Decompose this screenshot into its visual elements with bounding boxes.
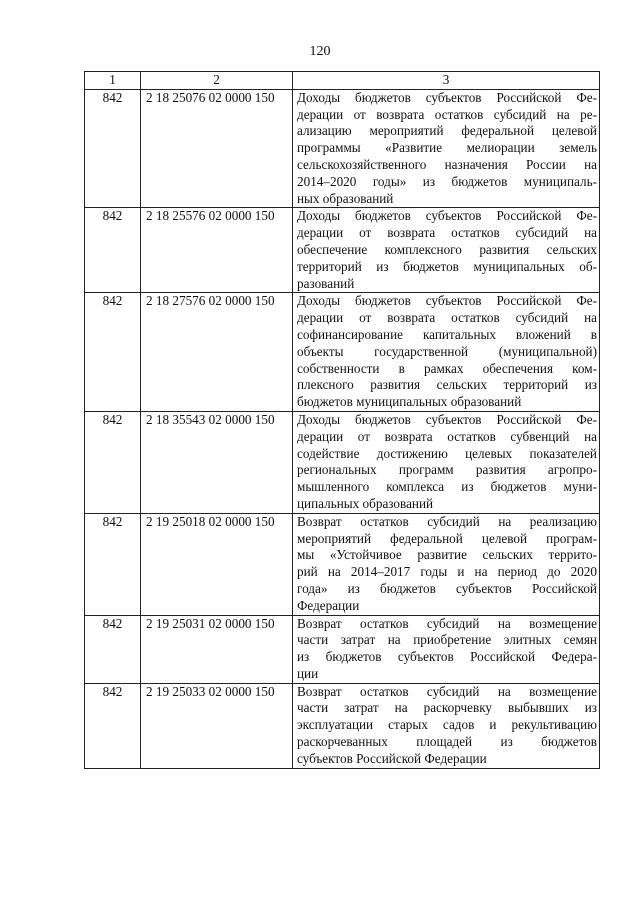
description-line: региональных программ развития агропро- — [297, 462, 597, 478]
description-line: рий на 2014–2017 годы и на период до 2020 — [297, 564, 597, 580]
admin-code-cell: 842 — [85, 89, 141, 208]
description-line: программы «Развитие мелиорации земель — [297, 140, 597, 156]
budget-classification-code-cell: 2 18 25076 02 0000 150 — [141, 89, 293, 208]
description-line: мы «Устойчивое развитие сельских террито- — [297, 547, 597, 563]
budget-classification-code-cell: 2 18 35543 02 0000 150 — [141, 411, 293, 513]
table-row — [85, 293, 600, 412]
admin-code-cell: 842 — [85, 513, 141, 615]
description-line: ципальных образований — [297, 495, 434, 511]
table-row — [85, 683, 600, 768]
description-line: Федерации — [297, 597, 360, 613]
description-line: мероприятий федеральной целевой програм- — [297, 530, 597, 546]
table-row — [85, 208, 600, 293]
admin-code-cell: 842 — [85, 615, 141, 683]
description-line: дерации от возврата остатков субсидий на — [297, 225, 597, 241]
description-line: мышленного комплекса из бюджетов муни- — [297, 479, 597, 495]
revenue-description-cell — [293, 293, 600, 412]
description-line: эксплуатации старых садов и рекультивацию — [297, 717, 597, 733]
revenue-description-cell — [293, 208, 600, 293]
table-row — [85, 513, 600, 615]
description-line: софинансирование капитальных вложений в — [297, 326, 597, 342]
column-number-1: 1 — [85, 72, 141, 90]
description-line: разований — [297, 275, 355, 291]
description-line: объекты государственной (муниципальной) — [297, 343, 597, 359]
budget-classification-code-cell: 2 19 25018 02 0000 150 — [141, 513, 293, 615]
description-line: сельскохозяйственного назначения России на — [297, 156, 597, 172]
admin-code-cell: 842 — [85, 208, 141, 293]
revenue-description-cell — [293, 411, 600, 513]
description-line: 2014–2020 годы» из бюджетов муниципаль- — [297, 173, 597, 189]
table-row — [85, 411, 600, 513]
description-line: Возврат остатков субсидий на возмещение — [297, 683, 597, 699]
column-number-2: 2 — [141, 72, 293, 90]
description-line: из бюджетов субъектов Российской Федера- — [297, 649, 597, 665]
table-row — [85, 89, 600, 208]
page-number: 120 — [309, 44, 331, 59]
description-line: части затрат на раскорчевку выбывших из — [297, 700, 597, 716]
revenue-description-cell — [293, 513, 600, 615]
description-line: субъектов Российской Федерации — [297, 750, 487, 766]
description-line: обеспечение комплексного развития сельских — [297, 241, 597, 257]
description-line: дерации от возврата остатков субсидий на ре- — [297, 106, 597, 122]
budget-classification-code-cell: 2 18 27576 02 0000 150 — [141, 293, 293, 412]
column-number-3: 3 — [293, 72, 600, 90]
admin-code-cell: 842 — [85, 411, 141, 513]
description-line: территорий из бюджетов муниципальных об- — [297, 258, 597, 274]
admin-code-cell: 842 — [85, 293, 141, 412]
description-line: Возврат остатков субсидий на реализацию — [297, 513, 597, 529]
revenue-description-cell — [293, 89, 600, 208]
description-line: ных образований — [297, 190, 394, 206]
budget-classification-code-cell: 2 19 25031 02 0000 150 — [141, 615, 293, 683]
description-line: года» из бюджетов субъектов Российской — [297, 580, 597, 596]
description-line: бюджетов муниципальных образований — [297, 394, 522, 410]
description-line: содействие достижению целевых показателей — [297, 445, 597, 461]
description-line: плексного развития сельских территорий из — [297, 377, 597, 393]
description-line: собственности в рамках обеспечения ком- — [297, 360, 597, 376]
description-line: ализацию мероприятий федеральной целевой — [297, 123, 597, 139]
table-row — [85, 615, 600, 683]
description-line: Доходы бюджетов субъектов Российской Фе- — [297, 208, 597, 224]
table-body — [85, 89, 600, 768]
description-line: Доходы бюджетов субъектов Российской Фе- — [297, 411, 597, 427]
description-line: дерации от возврата остатков субвенций на — [297, 428, 597, 444]
description-line: части затрат на приобретение элитных семян — [297, 632, 597, 648]
admin-code-cell: 842 — [85, 683, 141, 768]
revenue-description-cell — [293, 615, 600, 683]
description-line: раскорчеванных площадей из бюджетов — [297, 734, 597, 750]
description-line: Возврат остатков субсидий на возмещение — [297, 615, 597, 631]
description-line: дерации от возврата остатков субсидий на — [297, 310, 597, 326]
budget-classification-code-cell: 2 19 25033 02 0000 150 — [141, 683, 293, 768]
description-line: ции — [297, 665, 319, 681]
revenue-classification-table — [84, 71, 600, 769]
description-line: Доходы бюджетов субъектов Российской Фе- — [297, 89, 597, 105]
revenue-description-cell — [293, 683, 600, 768]
description-line: Доходы бюджетов субъектов Российской Фе- — [297, 293, 597, 309]
budget-classification-code-cell: 2 18 25576 02 0000 150 — [141, 208, 293, 293]
column-number-row — [85, 72, 600, 90]
